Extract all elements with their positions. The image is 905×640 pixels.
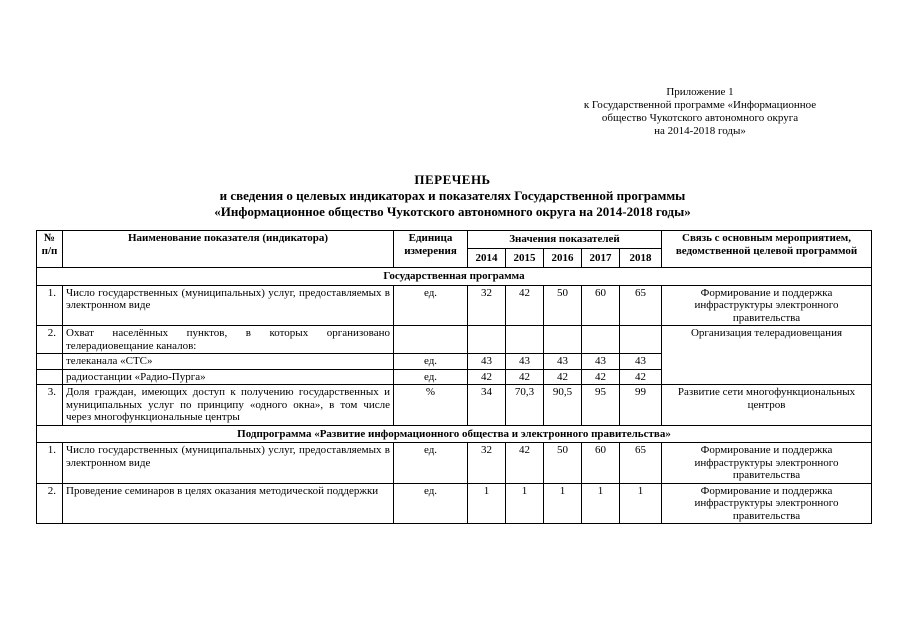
- year-2016: 2016: [544, 248, 582, 268]
- value-empty: [506, 326, 544, 354]
- table-row: [37, 285, 872, 326]
- document-title: [0, 172, 905, 220]
- header-unit: Единица измерения: [394, 231, 468, 268]
- value-2018: 1: [620, 483, 662, 524]
- value-2018: 43: [620, 354, 662, 370]
- unit: ед.: [394, 483, 468, 524]
- year-2018: 2018: [620, 248, 662, 268]
- indicator-name: радиостанции «Радио-Пурга»: [63, 369, 394, 385]
- row-num: 1.: [37, 443, 63, 484]
- appendix-line-2: к Государственной программе «Информационное: [583, 99, 817, 111]
- section-subprogram: Подпрограмма «Развитие информационного общества и электронного правительства»: [37, 425, 872, 443]
- value-empty: [620, 326, 662, 354]
- value-2014: 43: [468, 354, 506, 370]
- value-2014: 32: [468, 285, 506, 326]
- indicators-table: [36, 230, 872, 524]
- table-row: [37, 385, 872, 426]
- table-header-row: [37, 231, 872, 249]
- year-2015: 2015: [506, 248, 544, 268]
- related-activity: Формирование и поддержка инфраструктуры электронного правительства: [662, 285, 872, 326]
- indicator-name: Доля граждан, имеющих доступ к получению государственных и муниципальных услуг по принципу «одного окна», в том числе через многофункциональные центры: [63, 385, 394, 426]
- title-line-2: и сведения о целевых индикаторах и показателях Государственной программы: [219, 188, 686, 203]
- value-2015: 43: [506, 354, 544, 370]
- value-2017: 95: [582, 385, 620, 426]
- value-2017: 42: [582, 369, 620, 385]
- indicator-name: Охват населённых пунктов, в которых организовано телерадиовещание каналов:: [63, 326, 394, 354]
- indicator-name: телеканала «СТС»: [63, 354, 394, 370]
- related-activity: Формирование и поддержка инфраструктуры электронного правительства: [662, 443, 872, 484]
- value-2016: 50: [544, 443, 582, 484]
- appendix-note: [540, 86, 860, 138]
- value-2017: 43: [582, 354, 620, 370]
- value-2018: 65: [620, 285, 662, 326]
- appendix-line-3: общество Чукотского автономного округа: [601, 112, 799, 124]
- header-values: Значения показателей: [468, 231, 662, 249]
- value-2016: 42: [544, 369, 582, 385]
- value-2018: 42: [620, 369, 662, 385]
- year-2014: 2014: [468, 248, 506, 268]
- appendix-line-4: на 2014-2018 годы»: [654, 125, 746, 137]
- related-activity: Организация телерадиовещания: [662, 326, 872, 385]
- value-2017: 60: [582, 443, 620, 484]
- value-empty: [468, 326, 506, 354]
- unit: ед.: [394, 354, 468, 370]
- value-2015: 42: [506, 369, 544, 385]
- value-2016: 1: [544, 483, 582, 524]
- table-row: [37, 443, 872, 484]
- unit: %: [394, 385, 468, 426]
- header-name: Наименование показателя (индикатора): [63, 231, 394, 268]
- section-row: [37, 268, 872, 286]
- value-2015: 42: [506, 443, 544, 484]
- related-activity: Формирование и поддержка инфраструктуры электронного правительства: [662, 483, 872, 524]
- value-2017: 1: [582, 483, 620, 524]
- value-2018: 99: [620, 385, 662, 426]
- value-empty: [582, 326, 620, 354]
- row-num: 3.: [37, 385, 63, 426]
- table-row: [37, 483, 872, 524]
- related-activity: Развитие сети многофункциональных центров: [662, 385, 872, 426]
- table-row: [37, 326, 872, 354]
- value-2014: 1: [468, 483, 506, 524]
- value-2015: 70,3: [506, 385, 544, 426]
- row-num-empty: [37, 369, 63, 385]
- row-num-empty: [37, 354, 63, 370]
- unit: ед.: [394, 443, 468, 484]
- section-state-program: Государственная программа: [37, 268, 872, 286]
- row-num: 2.: [37, 483, 63, 524]
- row-num: 2.: [37, 326, 63, 354]
- unit: ед.: [394, 369, 468, 385]
- title-heading: ПЕРЕЧЕНЬ: [414, 172, 491, 187]
- value-2014: 42: [468, 369, 506, 385]
- value-2017: 60: [582, 285, 620, 326]
- indicator-name: Проведение семинаров в целях оказания методической поддержки: [63, 483, 394, 524]
- value-2015: 42: [506, 285, 544, 326]
- row-num: 1.: [37, 285, 63, 326]
- unit-empty: [394, 326, 468, 354]
- header-relation: Связь с основным мероприятием, ведомственной целевой программой: [662, 231, 872, 268]
- value-2016: 90,5: [544, 385, 582, 426]
- value-2016: 50: [544, 285, 582, 326]
- value-2014: 34: [468, 385, 506, 426]
- unit: ед.: [394, 285, 468, 326]
- appendix-line-1: Приложение 1: [666, 86, 734, 98]
- year-2017: 2017: [582, 248, 620, 268]
- section-row: [37, 425, 872, 443]
- indicator-name: Число государственных (муниципальных) услуг, предоставляемых в электронном виде: [63, 443, 394, 484]
- value-2015: 1: [506, 483, 544, 524]
- indicator-name: Число государственных (муниципальных) услуг, предоставляемых в электронном виде: [63, 285, 394, 326]
- title-line-3: «Информационное общество Чукотского автономного округа на 2014-2018 годы»: [214, 204, 691, 219]
- value-2018: 65: [620, 443, 662, 484]
- value-2016: 43: [544, 354, 582, 370]
- value-empty: [544, 326, 582, 354]
- header-num: № п/п: [37, 231, 63, 268]
- value-2014: 32: [468, 443, 506, 484]
